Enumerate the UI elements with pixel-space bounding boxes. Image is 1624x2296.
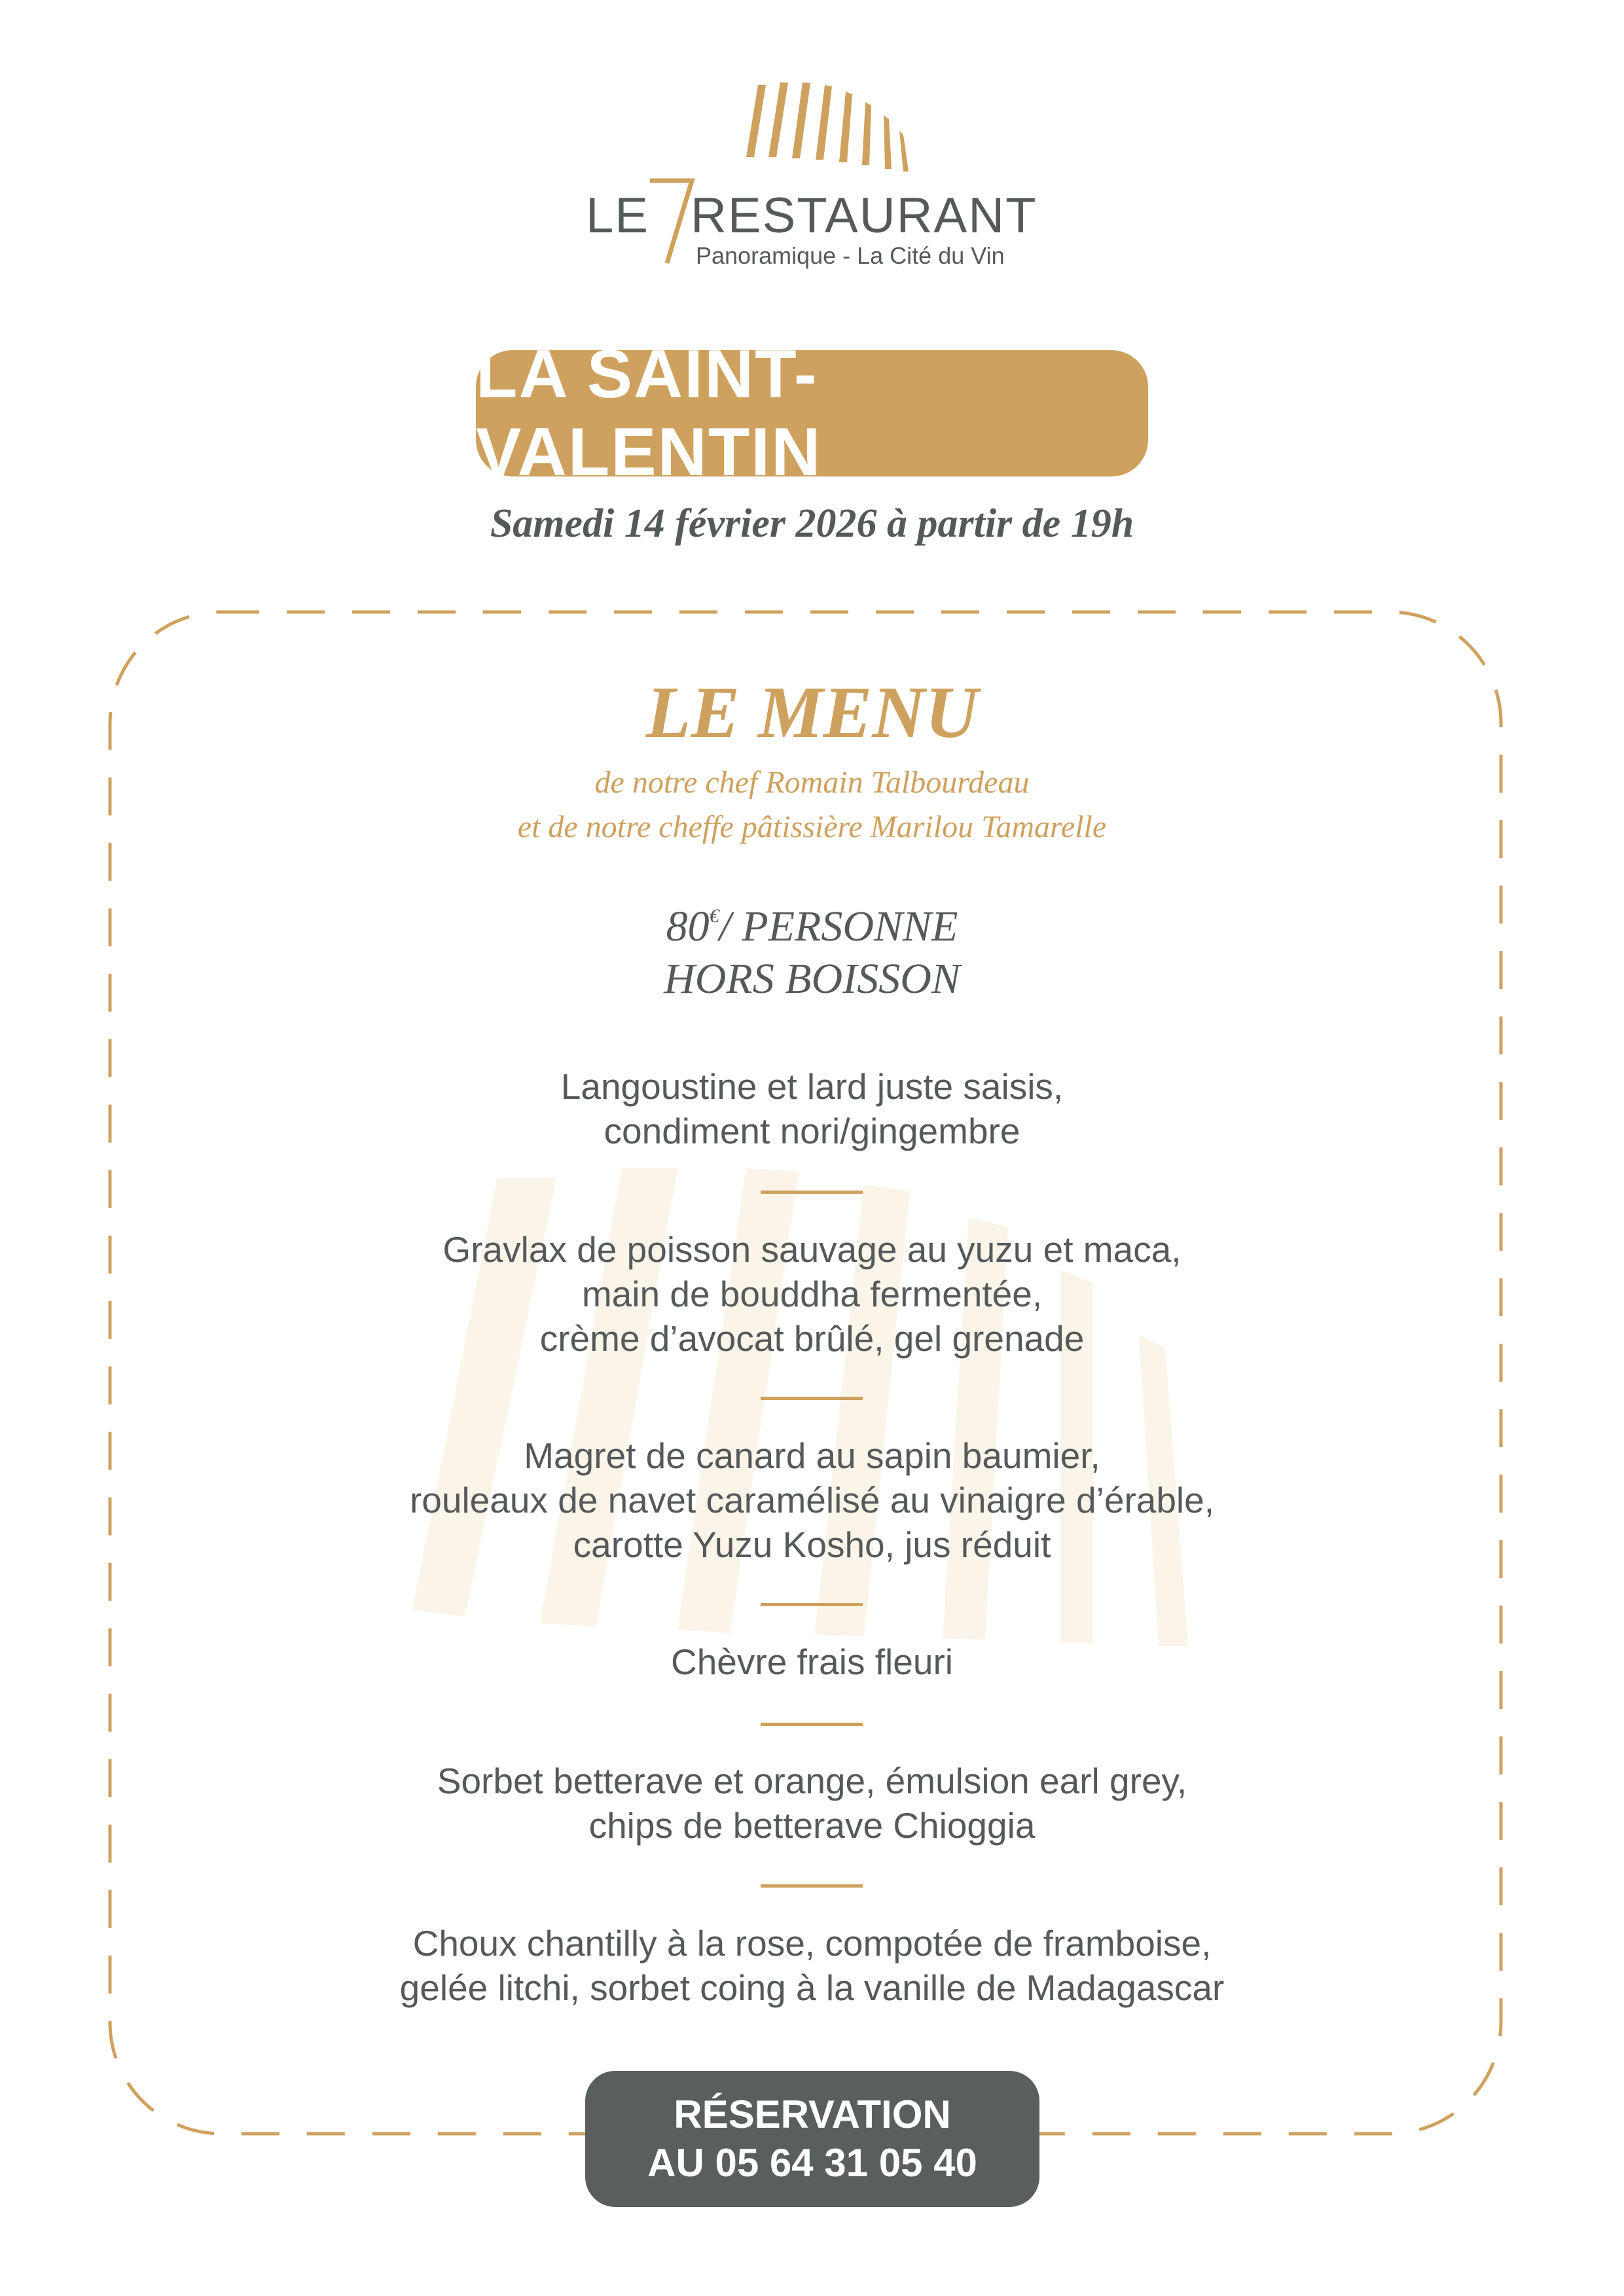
menu-price <box>0 902 1624 952</box>
restaurant-logo <box>586 177 1057 281</box>
event-title-banner <box>476 336 1148 490</box>
course-separator <box>761 1397 863 1400</box>
menu-title: LE MENU <box>645 672 979 753</box>
course-6 <box>0 1921 1624 2010</box>
course-separator <box>761 1191 863 1194</box>
course-line: condiment nori/gingembre <box>604 1111 1020 1151</box>
course-separator <box>761 1603 863 1606</box>
course-line: rouleaux de navet caramélisé au vinaigre d’érable, <box>409 1480 1215 1520</box>
course-line: Chèvre frais fleuri <box>671 1641 953 1682</box>
reservation-phone: AU 05 64 31 05 40 <box>647 2141 977 2185</box>
course-separator <box>761 1884 863 1888</box>
price-per-person: / PERSONNE <box>719 903 958 950</box>
wine-glass-arc-icon <box>740 79 910 177</box>
reservation-box <box>585 2071 1039 2207</box>
course-3 <box>0 1433 1624 1567</box>
drinks-note: HORS BOISSON <box>664 955 960 1003</box>
reservation-label: RÉSERVATION <box>674 2092 951 2136</box>
course-4 <box>0 1640 1624 1684</box>
event-title: LA SAINT-VALENTIN <box>476 336 822 490</box>
seven-icon <box>646 173 697 264</box>
course-line: main de bouddha fermentée, <box>581 1274 1043 1314</box>
course-line: Langoustine et lard juste saisis, <box>560 1066 1064 1107</box>
course-line: chips de betterave Chioggia <box>588 1805 1036 1846</box>
logo-subtitle: Panoramique - La Cité du Vin <box>696 242 1005 269</box>
course-line: Choux chantilly à la rose, compotée de framboise, <box>412 1923 1212 1964</box>
logo-le-text: LE <box>586 188 649 243</box>
course-line: Magret de canard au sapin baumier, <box>524 1435 1100 1476</box>
course-line: crème d’avocat brûlé, gel grenade <box>539 1318 1085 1359</box>
currency-symbol: € <box>709 905 719 927</box>
pastry-chef-credit: et de notre cheffe pâtissière Marilou Tamarelle <box>517 810 1107 844</box>
course-5 <box>0 1759 1624 1848</box>
chef-credit: de notre chef Romain Talbourdeau <box>594 765 1030 800</box>
course-line: gelée litchi, sorbet coing à la vanille de Madagascar <box>399 1967 1225 2008</box>
course-line: Gravlax de poisson sauvage au yuzu et maca, <box>442 1229 1182 1270</box>
logo-restaurant-text: RESTAURANT <box>691 188 1038 243</box>
event-date: Samedi 14 février 2026 à partir de 19h <box>490 501 1134 546</box>
course-1 <box>0 1064 1624 1153</box>
course-2 <box>0 1227 1624 1361</box>
course-separator <box>761 1723 863 1726</box>
price-amount: 80 <box>666 903 710 950</box>
course-line: carotte Yuzu Kosho, jus réduit <box>573 1524 1051 1565</box>
course-line: Sorbet betterave et orange, émulsion earl grey, <box>437 1761 1187 1801</box>
